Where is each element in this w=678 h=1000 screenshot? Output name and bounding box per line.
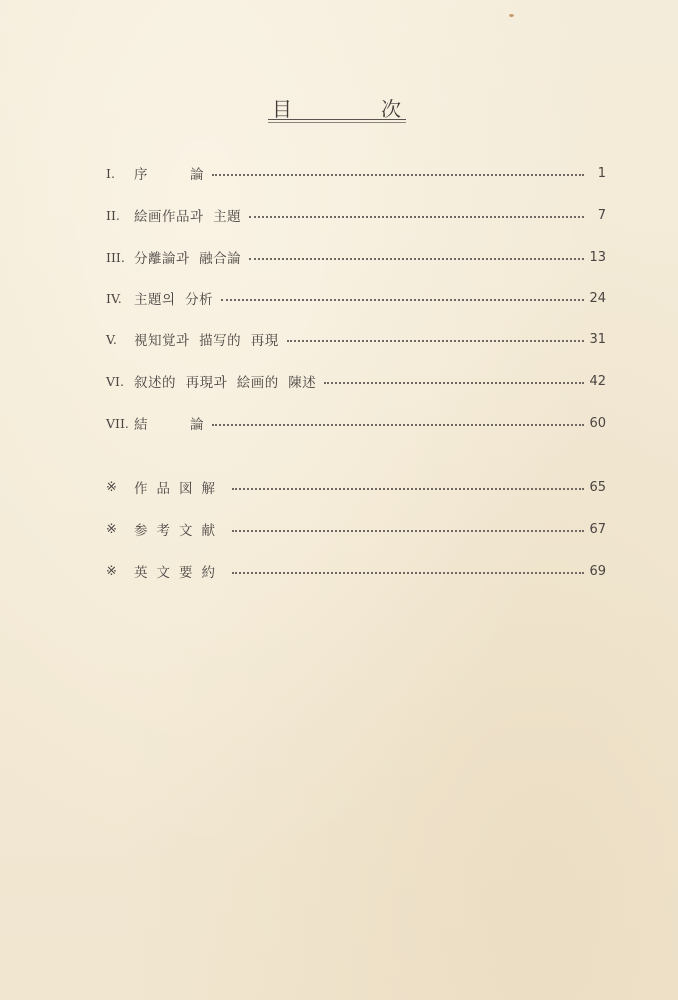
title-char-1: 目 (272, 97, 292, 121)
title-char-2: 次 (381, 97, 401, 121)
toc-entry-chapter-3[interactable] (106, 246, 606, 268)
page-number: 67 (589, 521, 606, 537)
toc-title (268, 93, 406, 123)
dot-leader (249, 216, 584, 218)
dot-leader (212, 174, 584, 176)
chapter-title: 分離論과 融合論 (134, 251, 242, 267)
dot-leader (232, 572, 584, 574)
dot-leader (324, 382, 584, 384)
dot-leader (287, 340, 584, 342)
chapter-number: II. (106, 207, 120, 223)
chapter-number: VII. (106, 415, 129, 431)
page-number: 7 (597, 207, 606, 223)
chapter-title: 序 論 (134, 167, 204, 183)
dot-leader (212, 424, 584, 426)
dot-leader (232, 488, 584, 490)
dot-leader (221, 299, 584, 301)
paper-speck (509, 14, 514, 17)
toc-entry-chapter-7[interactable] (106, 412, 606, 434)
page-number: 65 (589, 479, 606, 495)
toc-entry-chapter-4[interactable] (106, 287, 606, 309)
toc-entry-supplement-2[interactable] (106, 518, 606, 540)
toc-entry-supplement-1[interactable] (106, 476, 606, 498)
chapter-number: III. (106, 249, 125, 265)
dot-leader (232, 530, 584, 532)
page-number: 60 (589, 415, 606, 431)
title-underline-second (268, 122, 406, 123)
reference-mark: ※ (106, 521, 117, 537)
chapter-title: 結 論 (134, 417, 204, 433)
chapter-number: I. (106, 165, 115, 181)
supplement-title: 英文要約 (134, 565, 224, 581)
supplement-title: 参考文献 (134, 523, 224, 539)
dot-leader (249, 258, 584, 260)
title-underline (268, 119, 406, 120)
chapter-title: 叙述的 再現과 絵画的 陳述 (134, 375, 317, 391)
page-number: 13 (589, 249, 606, 265)
page-number: 1 (597, 165, 606, 181)
chapter-title: 絵画作品과 主題 (134, 209, 242, 225)
chapter-number: IV. (106, 290, 122, 306)
toc-entry-supplement-3[interactable] (106, 560, 606, 582)
page-number: 42 (589, 373, 606, 389)
chapter-title: 主題의 分析 (134, 292, 214, 308)
page-number: 24 (589, 290, 606, 306)
page-number: 31 (589, 331, 606, 347)
toc-entry-chapter-6[interactable] (106, 370, 606, 392)
page-number: 69 (589, 563, 606, 579)
toc-entry-chapter-2[interactable] (106, 204, 606, 226)
reference-mark: ※ (106, 563, 117, 579)
supplement-title: 作品図解 (134, 481, 224, 497)
chapter-number: VI. (106, 373, 124, 389)
reference-mark: ※ (106, 479, 117, 495)
toc-entry-chapter-5[interactable] (106, 328, 606, 350)
chapter-number: V. (106, 331, 117, 347)
toc-entry-chapter-1[interactable] (106, 162, 606, 184)
chapter-title: 視知覚과 描写的 再現 (134, 333, 279, 349)
